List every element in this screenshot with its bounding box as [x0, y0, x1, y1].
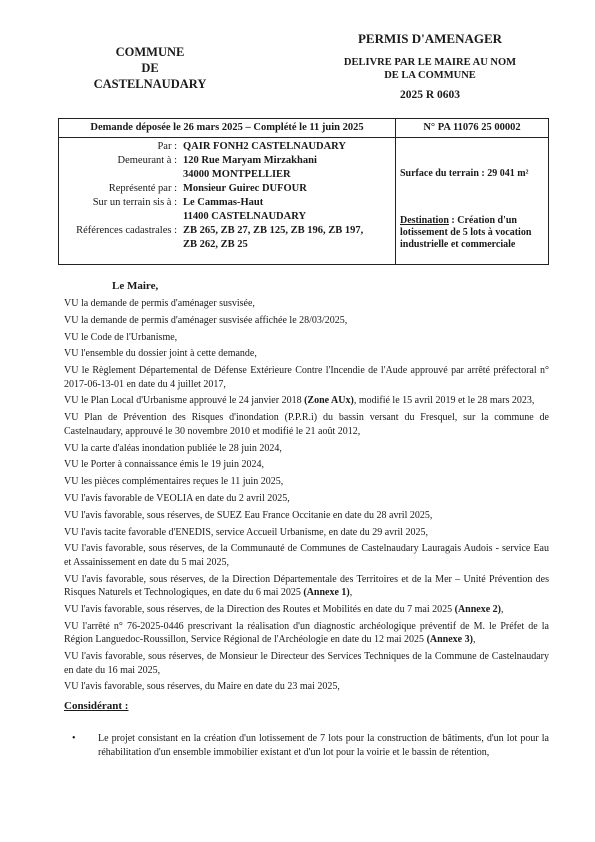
- row-label: Sur un terrain sis à :: [92, 197, 177, 208]
- applicant-row: [59, 140, 395, 154]
- vu-text: VU l'avis favorable, sous réserves, de la Direction des Routes et Mobilités en date du 7 mai 2025: [64, 603, 455, 615]
- vu-item: VU Plan de Prévention des Risques d'inondation (P.P.R.i) du bassin versant du Fresquel, sur la commune de Castelnaudary, approuvé le 30 novembre 2010 et modifié le 21 août 2012,: [64, 412, 549, 437]
- vu-text: ,: [472, 634, 476, 646]
- considerant-list: [72, 732, 549, 759]
- row-label: Références cadastrales :: [76, 225, 177, 236]
- vu-item: VU l'avis favorable, sous réserves, de Monsieur le Directeur des Services Techniques de la Commune de Castelnaudary en date du 16 mai 2025,: [64, 651, 549, 676]
- applicant-row: [59, 196, 395, 210]
- vu-item: [64, 603, 549, 617]
- applicant-row: [59, 154, 395, 168]
- permit-subtitle-line: DE LA COMMUNE: [384, 70, 476, 81]
- considerant-heading: Considérant :: [64, 700, 129, 712]
- vu-text: VU le Plan Local d'Urbanisme approuvé le 24 janvier 2018: [64, 395, 305, 407]
- commune-line: CASTELNAUDARY: [93, 77, 207, 91]
- permit-reference: 2025 R 0603: [399, 89, 461, 101]
- applicant-rows: [59, 140, 395, 252]
- commune-name-block: [80, 44, 220, 92]
- applicant-row: [59, 168, 395, 182]
- vu-item: VU l'avis favorable de VEOLIA en date du 2 avril 2025,: [64, 492, 290, 504]
- vu-text: ,: [349, 587, 353, 599]
- table-header-row: [59, 119, 548, 138]
- vu-item: VU la demande de permis d'aménager susvisée affichée le 28/03/2025,: [64, 314, 348, 326]
- vu-item: [64, 620, 549, 647]
- row-value: 34000 MONTPELLIER: [183, 169, 291, 180]
- vu-item: VU l'avis tacite favorable d'ENEDIS, service Accueil Urbanisme, en date du 29 avril 2025,: [64, 526, 429, 538]
- permit-subtitle: [310, 56, 550, 82]
- maire-heading: Le Maire,: [112, 280, 159, 292]
- permit-header: [310, 30, 550, 102]
- vu-list: [64, 297, 549, 697]
- row-value: ZB 265, ZB 27, ZB 125, ZB 196, ZB 197,: [183, 225, 364, 236]
- vu-item: VU l'avis favorable, sous réserves, de la Communauté de Communes de Castelnaudary Lauragais Audois - service Eau et Assainissement en date du 5 mai 2025,: [64, 543, 549, 568]
- commune-line: DE: [141, 61, 159, 75]
- applicant-row: [59, 210, 395, 224]
- demande-date: Demande déposée le 26 mars 2025 – Complété le 11 juin 2025: [90, 122, 364, 133]
- permit-title: PERMIS D'AMENAGER: [357, 31, 503, 46]
- row-label: Demeurant à :: [117, 155, 177, 166]
- vu-item: VU l'avis favorable, sous réserves, du Maire en date du 23 mai 2025,: [64, 681, 340, 693]
- vu-text: VU l'avis favorable, sous réserves, de la Direction Départementale des Territoires et de la Mer – Unité Prévention des Risques Naturels et Technologiques, en date du 6 mai 2025: [64, 573, 549, 599]
- bullet-icon: •: [72, 733, 76, 744]
- vu-item: [64, 394, 549, 408]
- vu-text: , modifié le 15 avril 2019 et le 28 mars 2023,: [353, 395, 535, 407]
- annexe-ref: (Annexe 2): [454, 603, 501, 615]
- applicant-row: [59, 182, 395, 196]
- permit-number: N° PA 11076 25 00002: [423, 122, 521, 133]
- vu-text: VU l'arrêté n° 76-2025-0446 prescrivant la réalisation d'un diagnostic archéologique préventif de M. le Préfet de la Région Languedoc-Roussillon, Service Régional de l'Archéologie en date du 12 mai 2025: [64, 620, 549, 646]
- permit-subtitle-line: DELIVRE PAR LE MAIRE AU NOM: [343, 57, 517, 68]
- vu-item: [64, 573, 549, 600]
- row-value: Le Cammas-Haut: [183, 197, 264, 208]
- annexe-ref: (Annexe 1): [303, 587, 350, 599]
- vu-item: VU l'avis favorable, sous réserves, de SUEZ Eau France Occitanie en date du 28 avril 2025,: [64, 509, 433, 521]
- applicant-row: [59, 224, 395, 238]
- vu-item: VU le Règlement Départemental de Défense Extérieure Contre l'Incendie de l'Aude approuvé par arrêté préfectoral n° 2017-06-13-01 en date du 4 juillet 2017,: [64, 365, 549, 390]
- destination-text: : Création d'un lotissement de 5 lots à vocation industrielle et commerciale: [400, 215, 532, 250]
- application-info-table: [58, 118, 549, 265]
- applicant-row: [59, 238, 395, 252]
- row-label: Par :: [157, 141, 177, 152]
- vu-item: VU la demande de permis d'aménager susvisée,: [64, 298, 255, 309]
- vu-text: ,: [501, 603, 504, 615]
- row-value: 11400 CASTELNAUDARY: [183, 211, 307, 222]
- destination-label: Destination: [400, 215, 449, 226]
- vu-item: VU les pièces complémentaires reçues le 11 juin 2025,: [64, 476, 284, 488]
- row-value: Monsieur Guirec DUFOUR: [183, 183, 307, 194]
- row-value: QAIR FONH2 CASTELNAUDARY: [183, 141, 346, 152]
- vu-item: VU l'ensemble du dossier joint à cette demande,: [64, 348, 257, 360]
- considerant-item: Le projet consistant en la création d'un lotissement de 7 lots pour la construction de bâtiments, d'un lot pour la réhabilitation d'un ensemble immobilier existant et d'un lot pour la voirie et le bassin de rétention,: [98, 733, 549, 758]
- vu-item: VU le Code de l'Urbanisme,: [64, 331, 178, 343]
- surface-terrain: Surface du terrain : 29 041 m²: [400, 168, 529, 179]
- annexe-ref: (Zone AUx): [304, 395, 354, 407]
- destination: [400, 215, 544, 251]
- vu-item: VU le Porter à connaissance émis le 19 juin 2024,: [64, 459, 264, 471]
- row-value: 120 Rue Maryam Mirzakhani: [183, 155, 317, 166]
- commune-line: COMMUNE: [115, 45, 185, 59]
- row-label: Représenté par :: [108, 183, 177, 194]
- row-value: ZB 262, ZB 25: [183, 239, 248, 250]
- annexe-ref: (Annexe 3): [426, 634, 473, 646]
- table-divider: [395, 119, 396, 264]
- vu-item: VU la carte d'aléas inondation publiée le 28 juin 2024,: [64, 442, 282, 454]
